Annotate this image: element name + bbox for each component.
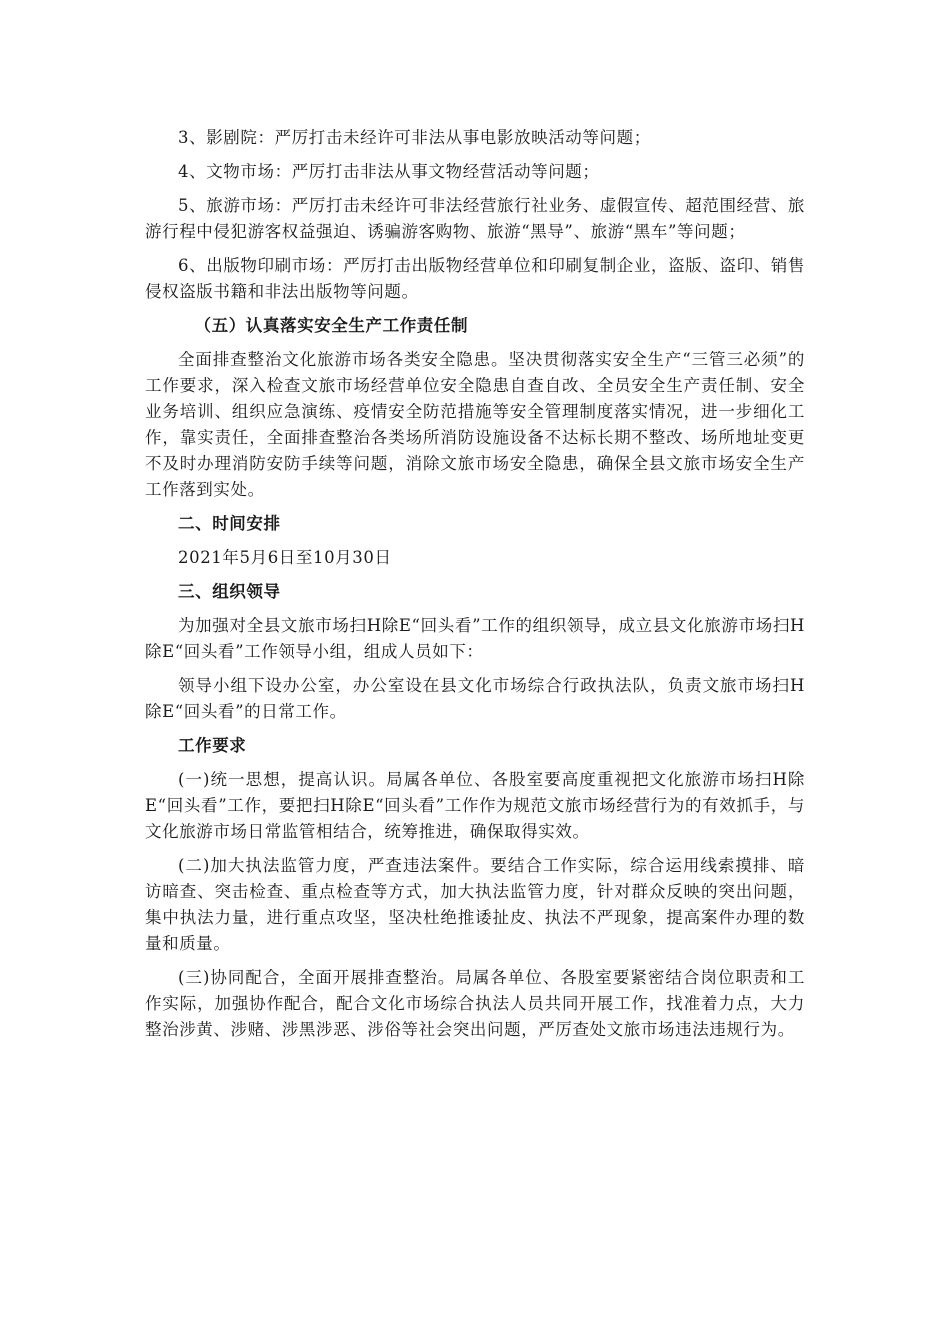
safety-paragraph: 全面排查整治文化旅游市场各类安全隐患。坚决贯彻落实安全生产“三管三必须”的工作要求，深入检查文旅市场经营单位安全隐患自查自改、全员安全生产责任制、安全业务培训、组织应急演练、疫情安全防范措施等安全管理制度落实情况，进一步细化工作，靠实责任，全面排查整治各类场所消防设施设备不达标长期不整改、场所地址变更不及时办理消防安防手续等问题，消除文旅市场安全隐患，确保全县文旅市场安全生产工作落到实处。 <box>145 350 805 499</box>
heading-organization: 三、组织领导 <box>178 582 281 601</box>
item-tourism-market: 5、旅游市场：严厉打击未经许可非法经营旅行社业务、虚假宣传、超范围经营、旅游行程中侵犯游客权益强迫、诱骗游客购物、旅游“黑导”、旅游“黑车”等问题； <box>145 196 805 241</box>
heading-schedule: 二、时间安排 <box>178 514 281 533</box>
item-cultural-relics-market: 4、文物市场：严厉打击非法从事文物经营活动等问题； <box>178 162 600 181</box>
item-publication-printing-market: 6、出版物印刷市场：严厉打击出版物经营单位和印刷复制企业，盗版、盗印、销售侵权盗版书籍和非法出版物等问题。 <box>145 256 805 301</box>
requirement-two: (二)加大执法监管力度，严查违法案件。要结合工作实际，综合运用线索摸排、暗访暗查、突击检查、重点检查等方式，加大执法监管力度，针对群众反映的突出问题，集中执法力量，进行重点攻坚，坚决杜绝推诿扯皮、执法不严现象，提高案件办理的数量和质量。 <box>145 856 805 953</box>
heading-requirements: 工作要求 <box>178 736 247 755</box>
subheading-safety-responsibility: （五）认真落实安全生产工作责任制 <box>194 316 469 335</box>
organization-paragraph: 为加强对全县文旅市场扫H除E“回头看”工作的组织领导，成立县文化旅游市场扫H除E“回头看”工作领导小组，组成人员如下： <box>145 616 805 661</box>
requirement-three: (三)协同配合，全面开展排查整治。局属各单位、各股室要紧密结合岗位职责和工作实际，加强协作配合，配合文化市场综合执法人员共同开展工作，找准着力点，大力整治涉黄、涉赌、涉黑涉恶、涉俗等社会突出问题，严厉查处文旅市场违法违规行为。 <box>145 968 805 1039</box>
schedule-date: 2021年5月6日至10月30日 <box>178 548 392 567</box>
requirement-one: (一)统一思想，提高认识。局属各单位、各股室要高度重视把文化旅游市场扫H除E“回头看”工作，要把扫H除E“回头看”工作作为规范文旅市场经营行为的有效抓手，与文化旅游市场日常监管相结合，统筹推进，确保取得实效。 <box>145 770 805 841</box>
item-theater: 3、影剧院：严厉打击未经许可非法从事电影放映活动等问题； <box>178 128 651 147</box>
office-paragraph: 领导小组下设办公室，办公室设在县文化市场综合行政执法队，负责文旅市场扫H除E“回头看”的日常工作。 <box>145 676 805 721</box>
document-body <box>145 125 805 1051</box>
